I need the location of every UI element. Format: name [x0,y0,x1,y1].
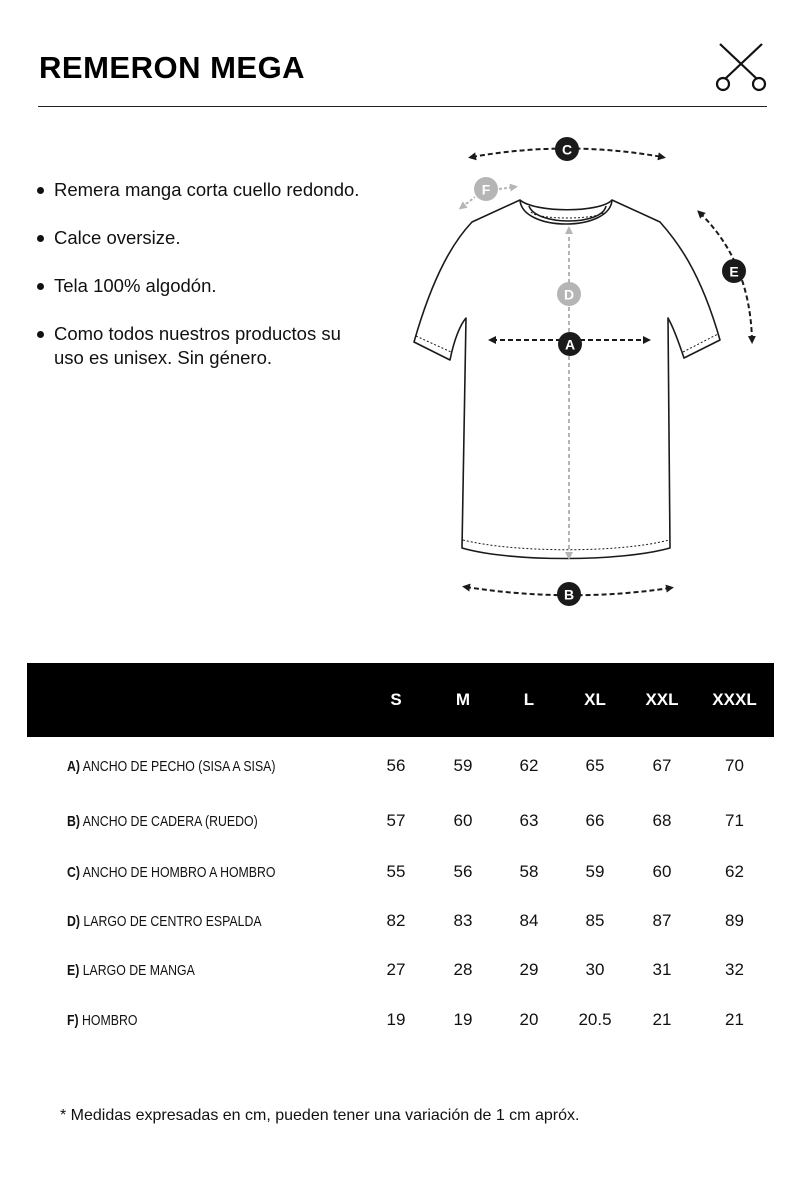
table-row [27,737,774,795]
table-cell: 66 [585,811,605,830]
tshirt-measurement-diagram [400,125,800,620]
table-cell: 21 [725,1010,744,1029]
size-header: XL [584,690,606,709]
table-cell: 58 [519,862,539,881]
measurement-label: F) HOMBRO [67,1011,138,1029]
bullet-icon [37,283,44,290]
svg-text:B: B [563,586,575,603]
table-row [27,897,774,945]
svg-text:E: E [729,263,739,280]
svg-text:C: C [561,141,573,158]
table-row [27,847,774,897]
feature-item: Tela 100% algodón. [36,274,366,298]
size-header: M [455,690,471,709]
table-cell: 19 [386,1010,406,1029]
measure-f-line-right [499,187,514,189]
table-cell: 56 [453,862,473,881]
table-cell: 29 [519,960,539,979]
measurement-label: E) LARGO DE MANGA [67,961,195,979]
table-cell: 85 [585,911,605,930]
table-cell: 55 [386,862,406,881]
svg-text:F: F [481,181,491,198]
table-cell: 57 [386,811,406,830]
header-blank [27,663,363,737]
table-cell: 31 [652,960,672,979]
table-cell: 62 [725,862,744,881]
table-cell: 59 [585,862,605,881]
measurement-label: D) LARGO DE CENTRO ESPALDA [67,912,262,930]
table-cell: 68 [652,811,672,830]
svg-text:D: D [563,286,575,303]
table-cell: 60 [453,811,473,830]
header-divider [38,106,767,107]
table-row [27,945,774,995]
table-cell: 21 [652,1010,672,1029]
bullet-icon [37,235,44,242]
feature-list [36,178,366,394]
table-row [27,795,774,847]
svg-text:A: A [564,336,576,353]
table-cell: 56 [386,756,406,775]
scissors-icon [714,40,768,92]
table-cell: 28 [453,960,473,979]
table-cell: 30 [585,960,605,979]
table-cell: 32 [725,960,744,979]
table-cell: 84 [519,911,539,930]
table-cell: 83 [453,911,473,930]
table-cell: 71 [725,811,744,830]
marker-d [557,282,581,306]
table-cell: 62 [519,756,539,775]
table-cell: 70 [725,756,744,775]
table-cell: 87 [652,911,672,930]
footnote: * Medidas expresadas en cm, pueden tener una variación de 1 cm apróx. [60,1107,580,1124]
size-header: XXL [645,690,679,709]
bullet-icon [37,331,44,338]
measurement-label: A) ANCHO DE PECHO (SISA A SISA) [67,757,276,775]
table-cell: 20 [519,1010,539,1029]
table-cell: 89 [725,911,744,930]
table-cell: 65 [585,756,605,775]
table-cell: 59 [453,756,473,775]
feature-item: Remera manga corta cuello redondo. [36,178,366,202]
table-cell: 63 [519,811,539,830]
table-cell: 19 [453,1010,473,1029]
size-header: XXXL [712,690,757,709]
size-header: S [390,690,402,709]
feature-item: Como todos nuestros productos su uso es unisex. Sin género. [36,322,366,370]
feature-item: Calce oversize. [36,226,366,250]
measure-f-line-left [462,197,475,207]
table-cell: 27 [386,960,406,979]
table-cell: 20.5 [578,1010,612,1029]
table-cell: 60 [652,862,672,881]
marker-a [558,332,582,356]
size-header: L [523,690,535,709]
page-title: REMERON MEGA [39,50,306,85]
tshirt-outline [414,200,720,559]
size-chart-table [27,663,774,1045]
measurement-label: C) ANCHO DE HOMBRO A HOMBRO [67,863,276,881]
size-header-row [27,663,774,737]
marker-e [722,259,746,283]
table-cell: 67 [652,756,672,775]
marker-f [474,177,498,201]
table-cell: 82 [386,911,406,930]
marker-c [555,137,579,161]
measurement-label: B) ANCHO DE CADERA (RUEDO) [67,812,258,830]
marker-b [557,582,581,606]
table-row [27,995,774,1045]
bullet-icon [37,187,44,194]
